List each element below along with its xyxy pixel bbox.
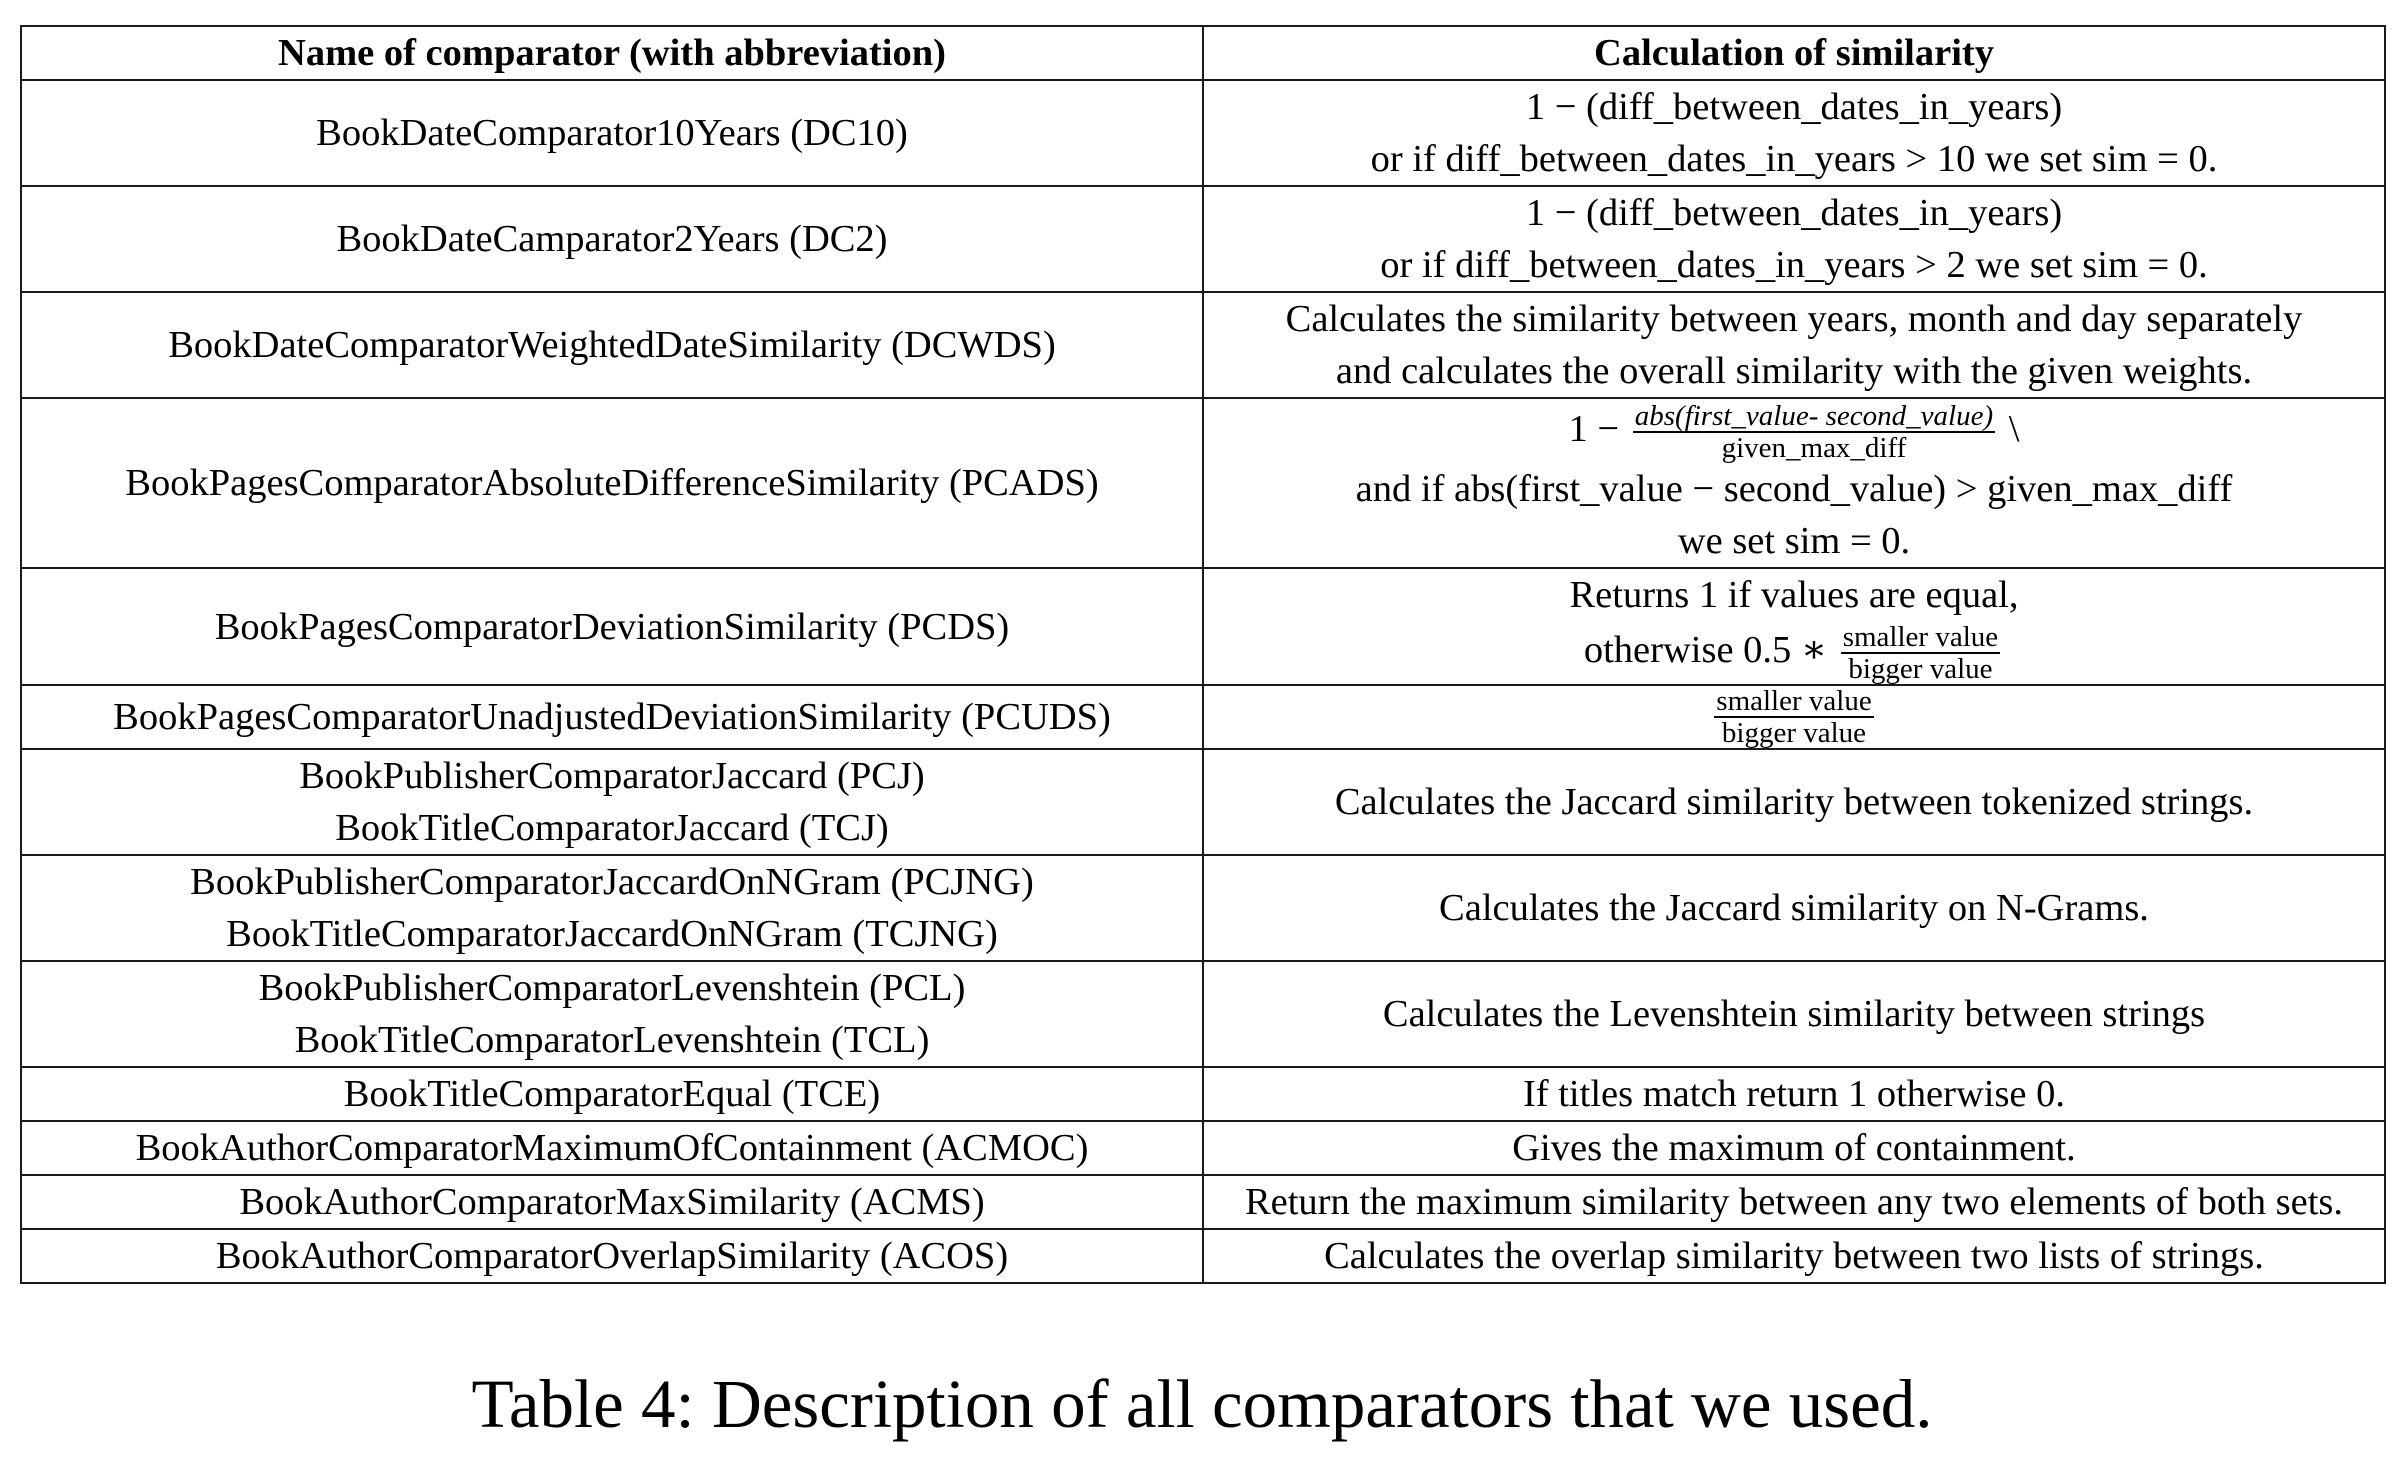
fraction: [1633, 401, 1995, 463]
comparator-name-cell: [21, 855, 1203, 961]
table-row: [21, 80, 2385, 186]
calculation-cell: [1203, 80, 2385, 186]
calculation-cell: [1203, 685, 2385, 749]
comparator-name: BookAuthorComparatorOverlapSimilarity (ACOS): [215, 1235, 1009, 1278]
calculation-line: Return the maximum similarity between any two elements of both sets.: [1244, 1181, 2344, 1224]
comparator-name: BookTitleComparatorEqual (TCE): [343, 1073, 881, 1116]
comparator-name: BookPublisherComparatorJaccard (PCJ): [299, 755, 925, 798]
table-row: [21, 398, 2385, 568]
comparator-name: BookPagesComparatorUnadjustedDeviationSimilarity (PCUDS): [113, 696, 1111, 739]
comparator-name: BookTitleComparatorJaccard (TCJ): [335, 807, 889, 850]
fraction: [1841, 622, 2000, 684]
calculation-cell: [1203, 1229, 2385, 1283]
table-row: [21, 855, 2385, 961]
comparator-name-cell: [21, 749, 1203, 855]
calculation-line: Returns 1 if values are equal,: [1569, 574, 2019, 617]
table-row: [21, 292, 2385, 398]
calculation-formula-line: [1210, 621, 2378, 684]
table-row: [21, 186, 2385, 292]
calculation-cell: [1203, 749, 2385, 855]
calculation-cell: [1203, 855, 2385, 961]
calculation-line: or if diff_between_dates_in_years > 2 we set sim = 0.: [1380, 244, 2208, 286]
table-row: [21, 1067, 2385, 1121]
comparator-name-cell: [21, 1067, 1203, 1121]
fraction-denominator: bigger value: [1721, 717, 1867, 750]
comparator-name: BookPublisherComparatorJaccardOnNGram (PCJNG): [190, 861, 1034, 904]
calculation-line: Calculates the similarity between years, month and day separately: [1285, 298, 2303, 340]
calculation-cell: [1203, 186, 2385, 292]
calculation-line: and calculates the overall similarity with the given weights.: [1335, 350, 2253, 392]
calculation-line: 1 − (diff_between_dates_in_years): [1525, 192, 2063, 234]
table-row: [21, 568, 2385, 685]
calculation-line: or if diff_between_dates_in_years > 10 we set sim = 0.: [1370, 138, 2218, 180]
comparator-name-cell: [21, 398, 1203, 568]
column-header-calculation: Calculation of similarity: [1203, 26, 2385, 80]
formula-prefix: 1 −: [1568, 408, 1620, 450]
table-header-row: [21, 26, 2385, 80]
comparator-name: BookAuthorComparatorMaximumOfContainment (ACMOC): [135, 1127, 1089, 1170]
calculation-cell: [1203, 1121, 2385, 1175]
table-row: [21, 749, 2385, 855]
fraction-denominator: bigger value: [1848, 653, 1993, 686]
calculation-line: and if abs(first_value − second_value) > given_max_diff: [1355, 468, 2233, 511]
calculation-cell: [1203, 398, 2385, 568]
calculation-line: we set sim = 0.: [1677, 520, 1911, 563]
fraction-numerator: abs(first_value- second_value): [1634, 400, 1994, 433]
comparator-name: BookDateComparatorWeightedDateSimilarity (DCWDS): [168, 324, 1056, 366]
fraction: [1714, 686, 1873, 748]
table-row: [21, 1175, 2385, 1229]
comparator-name: BookPagesComparatorDeviationSimilarity (PCDS): [214, 605, 1010, 648]
comparators-table: [20, 25, 2386, 1284]
comparator-name: BookAuthorComparatorMaxSimilarity (ACMS): [239, 1181, 985, 1224]
calculation-line: Calculates the overlap similarity between two lists of strings.: [1324, 1235, 2264, 1278]
comparator-name-cell: [21, 961, 1203, 1067]
comparator-name: BookDateCamparator2Years (DC2): [336, 218, 888, 260]
table-caption: Table 4: Description of all comparators that we used.: [471, 1366, 1933, 1442]
calculation-cell: [1203, 292, 2385, 398]
table-row: [21, 961, 2385, 1067]
comparator-name-cell: [21, 685, 1203, 749]
calculation-cell: [1203, 568, 2385, 685]
fraction-numerator: smaller value: [1842, 621, 1999, 654]
formula-prefix: otherwise 0.5 ∗: [1583, 629, 1828, 672]
comparator-name: BookPagesComparatorAbsoluteDifferenceSimilarity (PCADS): [125, 462, 1099, 505]
comparator-name-cell: [21, 186, 1203, 292]
calculation-cell: [1203, 961, 2385, 1067]
calculation-formula-line: [1210, 399, 2378, 463]
table-row: [21, 1229, 2385, 1283]
calculation-cell: [1203, 1175, 2385, 1229]
calculation-line: 1 − (diff_between_dates_in_years): [1525, 86, 2063, 128]
calculation-line: If titles match return 1 otherwise 0.: [1522, 1073, 2066, 1116]
comparator-name: BookPublisherComparatorLevenshtein (PCL): [258, 967, 966, 1010]
comparator-name-cell: [21, 1175, 1203, 1229]
calculation-line: Calculates the Levenshtein similarity between strings: [1382, 993, 2206, 1036]
table-row: [21, 685, 2385, 749]
comparator-name-cell: [21, 1121, 1203, 1175]
comparator-name: BookTitleComparatorJaccardOnNGram (TCJNG): [226, 913, 998, 956]
comparator-name-cell: [21, 80, 1203, 186]
comparator-name: BookTitleComparatorLevenshtein (TCL): [294, 1019, 930, 1062]
table-row: [21, 1121, 2385, 1175]
comparator-name-cell: [21, 292, 1203, 398]
column-header-name: Name of comparator (with abbreviation): [21, 26, 1203, 80]
fraction-numerator: smaller value: [1716, 685, 1872, 718]
comparator-name-cell: [21, 1229, 1203, 1283]
calculation-cell: [1203, 1067, 2385, 1121]
calculation-line: Calculates the Jaccard similarity on N-Grams.: [1439, 887, 2149, 930]
calculation-line: Gives the maximum of containment.: [1512, 1127, 2076, 1170]
formula-suffix: \: [2008, 408, 2020, 450]
fraction-denominator: given_max_diff: [1721, 432, 1907, 465]
comparator-name: BookDateComparator10Years (DC10): [316, 112, 908, 154]
calculation-line: Calculates the Jaccard similarity between tokenized strings.: [1334, 781, 2254, 824]
comparator-name-cell: [21, 568, 1203, 685]
